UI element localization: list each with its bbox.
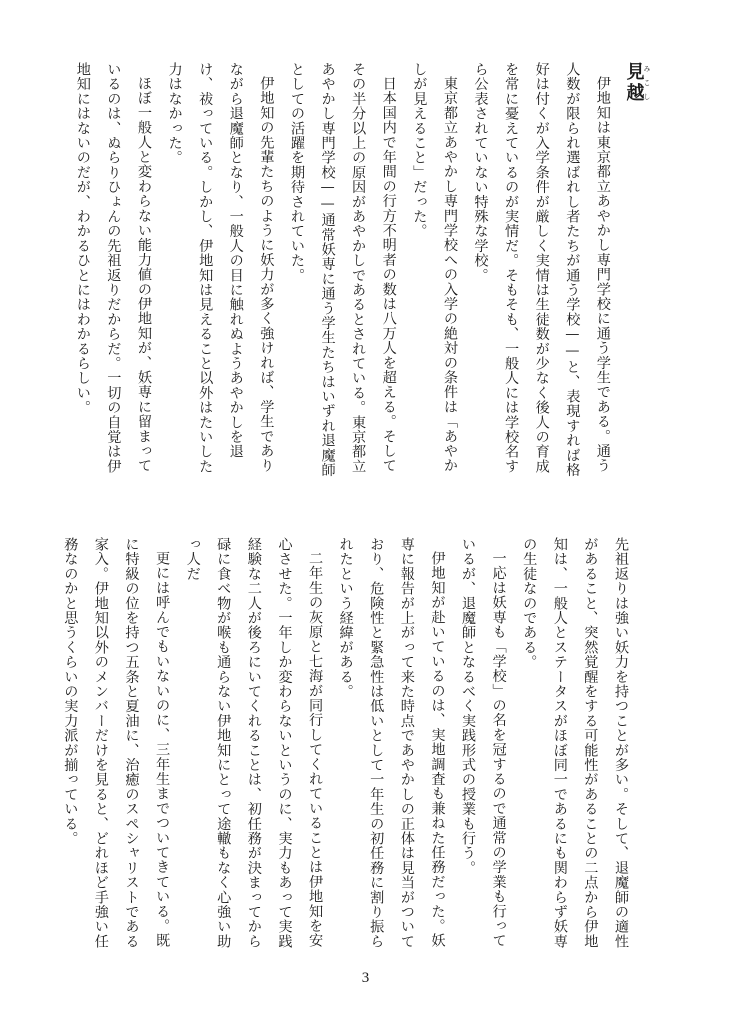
paragraph: 二年生の灰原と七海が同行してくれていることは伊地知を安心させた。一年しか変わらないというのに、実力もあって実践経験な二人が後ろにいてくれることは、初任務が決まってから碌に食べ物が喉も通らない伊地知にとって途轍もなく心強い助っ人だ bbox=[184, 537, 324, 949]
paragraph: 日本国内で年間の行方不明者の数は八万人を超える。そしてその半分以上の原因があやかしであるとされている。東京都立あやかし専門学校——通常妖専に通う学生たちはいずれ退魔師としての活躍を期待されていた。 bbox=[288, 62, 397, 478]
paragraph: 先祖返りは強い妖力を持つことが多い。そして、退魔師の適性があること、突然覚醒をする可能性があることの二点から伊地知は、一般人とステータスがほぼ同一であるにも関わらず妖専の生徒なのである。 bbox=[521, 537, 629, 949]
title-char-2: 越 bbox=[623, 83, 645, 104]
title-ruby: みこし bbox=[643, 62, 651, 104]
paragraph: 一応は妖専も「学校」の名を冠するので通常の学業も行っているが、退魔師となるべく実践形式の授業も行う。 bbox=[460, 537, 507, 949]
paragraph: 更には呼んでもいないのに、三年生までついてきている。既に特級の位を持つ五条と夏油に、治癒のスペシャリストである家入。伊地知以外のメンバーだけを見ると、どれほど手強い任務なのかと思うくらいの実力派が揃っている。 bbox=[62, 537, 171, 949]
chapter-title bbox=[618, 62, 651, 482]
paragraph: 伊地知が赴いているのは、実地調査も兼ねた任務だった。妖専に報告が上がって来た時点であやかしの正体は見当がついており、危険性と緊急性は低いとして一年生の初任務に割り振られたという経緯がある。 bbox=[337, 537, 446, 949]
title-char-1: 見 bbox=[623, 62, 645, 83]
paragraph: ほぼ一般人と変わらない能力値の伊地知が、妖専に留まっているのは、ぬらりひょんの先祖返りだからだ。一切の自覚は伊地知にはないのだが、わかるひとにはわかるらしい。 bbox=[74, 62, 152, 474]
page-number: 3 bbox=[361, 970, 370, 986]
paragraph: 伊地知の先輩たちのように妖力が多く強ければ、学生でありながら退魔師となり、一般人の目に触れぬようあやかしを退け、祓っている。しかし、伊地知は見えること以外はたいした力はなかった。 bbox=[166, 62, 275, 474]
bottom-text-block bbox=[62, 537, 636, 957]
top-text-block bbox=[71, 62, 651, 482]
paragraph: 東京都立あやかし専門学校への入学の絶対の条件は「あやかしが見えること」だった。 bbox=[411, 62, 458, 474]
paragraph: 伊地知は東京都立あやかし専門学校に通う学生である。通う人数が限られ選ばれし者たちが通う学校——と、表現すれば格好は付くが入学条件が厳しく実情は生徒数が少なく後人の育成を常に憂えているのが実情だ。そもそも、一般人には学校名すら公表されていない特殊な学校。 bbox=[472, 62, 611, 478]
